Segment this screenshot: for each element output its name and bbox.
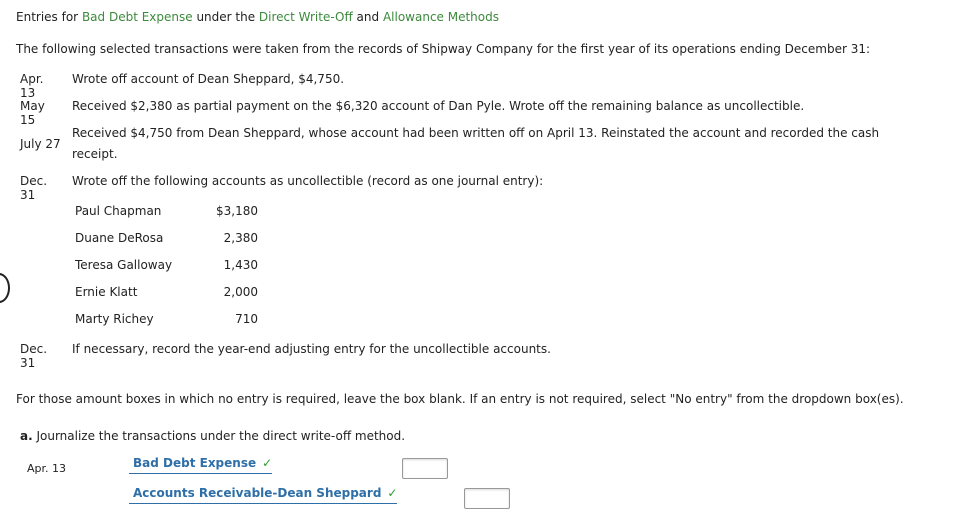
transaction-date: July 27 [20, 137, 61, 151]
account-amount: 2,000 [223, 285, 258, 299]
transaction-text-line2: receipt. [72, 147, 118, 161]
credit-account-select[interactable] [129, 486, 397, 504]
debit-account-select[interactable] [129, 456, 272, 474]
part-a-prompt [20, 429, 405, 443]
part-a-text: Journalize the transactions under the direct write-off method. [32, 429, 406, 443]
part-a-letter: a. [20, 429, 33, 443]
transaction-text: If necessary, record the year-end adjusting entry for the uncollectible accounts. [72, 342, 551, 356]
account-amount: $3,180 [216, 204, 258, 218]
heading-and: and [352, 10, 383, 24]
account-name: Teresa Galloway [75, 258, 173, 272]
debit-account-label: Bad Debt Expense [133, 456, 257, 470]
heading-prefix: Entries for [16, 10, 82, 24]
check-icon: ✓ [387, 486, 398, 500]
journal-date: Apr. 13 [27, 462, 67, 475]
account-name: Marty Richey [75, 312, 154, 326]
intro-text: The following selected transactions were taken from the records of Shipway Company for the first year of its operations ending December 31: [16, 42, 871, 56]
transaction-date: Apr. 13 [20, 72, 44, 100]
bad-debt-expense-link[interactable]: Bad Debt Expense [81, 10, 193, 24]
direct-write-off-link[interactable]: Direct Write-Off [258, 10, 353, 24]
transaction-text: Received $2,380 as partial payment on the $6,320 account of Dan Pyle. Wrote off the remaining balance as uncollectible. [72, 99, 805, 113]
transaction-date: Dec. 31 [20, 342, 48, 370]
transaction-date: Dec. 31 [20, 174, 48, 202]
account-amount: 2,380 [223, 231, 258, 245]
credit-amount-input[interactable] [464, 488, 510, 509]
account-name: Paul Chapman [75, 204, 162, 218]
allowance-methods-link[interactable]: Allowance Methods [382, 10, 499, 24]
transaction-date: May 15 [20, 99, 45, 127]
transaction-text: Wrote off account of Dean Sheppard, $4,750. [72, 72, 345, 86]
page-heading [16, 10, 499, 24]
transaction-text: Wrote off the following accounts as uncollectible (record as one journal entry): [72, 174, 544, 188]
transaction-text-line1: Received $4,750 from Dean Sheppard, whose account had been written off on April 13. Reinstated the account and recorded the cash [72, 126, 880, 140]
left-edge-curve [0, 273, 10, 303]
debit-amount-input[interactable] [402, 458, 448, 479]
account-amount: 1,430 [223, 258, 258, 272]
account-name: Duane DeRosa [75, 231, 164, 245]
check-icon: ✓ [262, 456, 273, 470]
heading-middle: under the [192, 10, 259, 24]
credit-account-label: Accounts Receivable-Dean Sheppard [133, 486, 382, 500]
account-name: Ernie Klatt [75, 285, 138, 299]
instructions-text: For those amount boxes in which no entry is required, leave the box blank. If an entry is not required, select "No entry" from the dropdown box(es). [16, 392, 904, 406]
account-amount: 710 [235, 312, 258, 326]
